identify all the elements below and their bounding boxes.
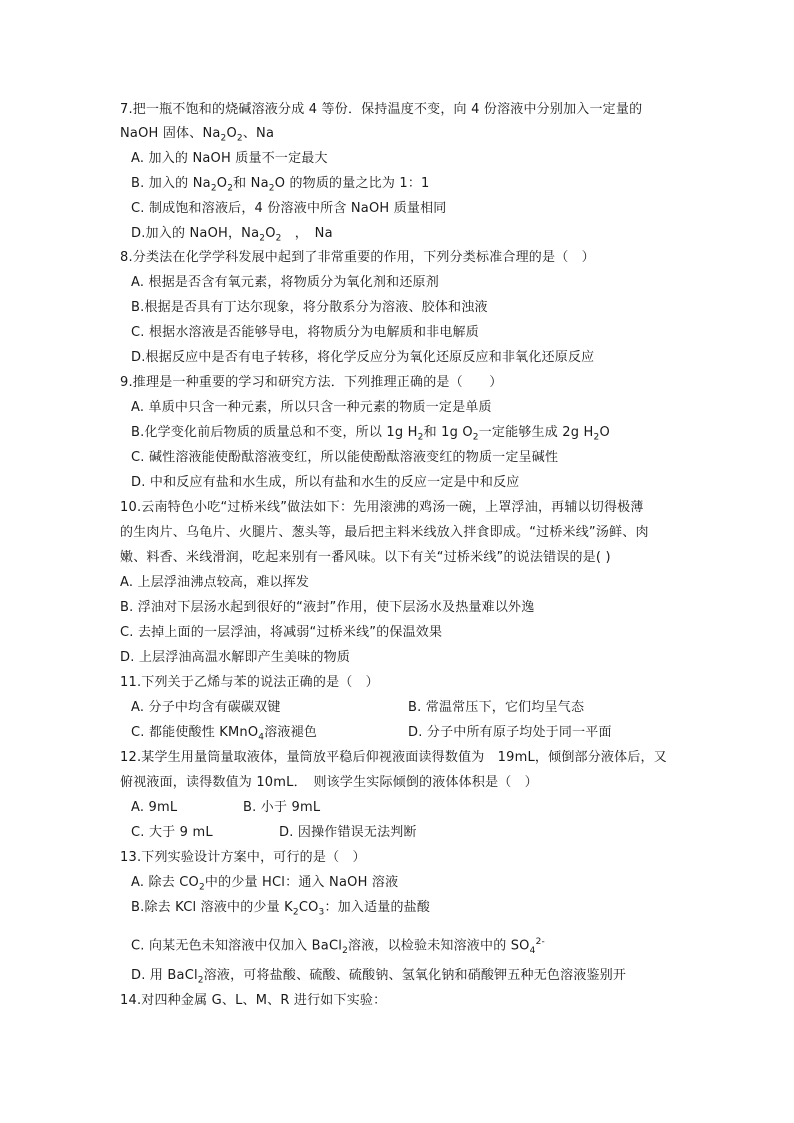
q11-option-d: D. 分子中所有原子均处于同一平面 [408,725,612,740]
q7-option-b: B. 加入的 $Na_2O_2$和 $Na_2O$ 的物质的量之比为 1：1 [131,176,430,194]
q7-option-d: D.加入的 NaOH，$Na_2O_2$ ， Na [131,226,333,244]
q11-stem: 11.下列关于乙烯与苯的说法正确的是（ ） [120,675,379,690]
q7-option-c: C. 制成饱和溶液后，4 份溶液中所含 NaOH 质量相同 [131,201,447,216]
q10-stem-line2: 的生肉片、乌龟片、火腿片、葱头等，最后把主料米线放入拌食即成。“过桥米线”汤鲜、肉 [120,525,649,540]
q10-option-d: D. 上层浮油高温水解即产生美味的物质 [120,650,351,665]
q9-option-a: A. 单质中只含一种元素，所以只含一种元素的物质一定是单质 [131,400,492,415]
q11-option-a: A. 分子中均含有碳碳双键 [131,700,281,715]
q13-option-d: D. 用 BaCl$_2$溶液，可将盐酸、硫酸、硫酸钠、氢氧化钠和硝酸钾五种无色溶液鉴别开 [131,968,627,986]
q8-option-c: C. 根据水溶液是否能够导电，将物质分为电解质和非电解质 [131,325,479,340]
q10-option-a: A. 上层浮油沸点较高，难以挥发 [120,575,310,590]
q12-stem-line1: 12.某学生用量筒量取液体，量筒放平稳后仰视液面读得数值为 19mL，倾倒部分液体后，又 [120,750,667,765]
q12-option-a: A. 9mL [131,800,178,815]
q12-stem-line2: 俯视液面，读得数值为 10mL． 则该学生实际倾倒的液体体积是（ ） [120,775,538,790]
q8-option-d: D.根据反应中是否有电子转移，将化学反应分为氧化还原反应和非氧化还原反应 [131,350,595,365]
q12-option-c: C. 大于 9 mL [131,825,213,840]
q13-option-b: B.除去 KCl 溶液中的少量 $K_2CO_3$：加入适量的盐酸 [131,900,431,918]
q9-stem: 9.推理是一种重要的学习和研究方法．下列推理正确的是（ ） [120,375,503,390]
q7-stem-line1: 7.把一瓶不饱和的烧碱溶液分成 4 等份．保持温度不变，向 4 份溶液中分别加入一定量的 [120,102,643,117]
q8-option-b: B.根据是否具有丁达尔现象，将分散系分为溶液、胶体和浊液 [131,300,488,315]
q12-option-b: B. 小于 9mL [243,800,321,815]
q10-stem-line3: 嫩、料香、米线滑润，吃起来别有一番风味。以下有关“过桥米线”的说法错误的是( ) [120,550,611,565]
q9-option-b: B.化学变化前后物质的质量总和不变，所以 1g $H_2$和 1g $O_2$一定能够生成 2g $H_2O$ [131,425,610,443]
q10-option-c: C. 去掉上面的一层浮油，将减弱“过桥米线”的保温效果 [120,625,443,640]
q8-stem: 8.分类法在化学学科发展中起到了非常重要的作用，下列分类标准合理的是（ ） [120,250,595,265]
q10-option-b: B. 浮油对下层汤水起到很好的“液封”作用，使下层汤水及热量难以外逸 [120,600,535,615]
q12-option-d: D. 因操作错误无法判断 [279,825,417,840]
q7-option-a: A. 加入的 NaOH 质量不一定最大 [131,151,328,166]
q13-stem: 13.下列实验设计方案中，可行的是（ ） [120,850,366,865]
q10-stem-line1: 10.云南特色小吃“过桥米线”做法如下：先用滚沸的鸡汤一碗，上罩浮油，再辅以切得极薄 [120,500,644,515]
q9-option-d: D. 中和反应有盐和水生成，所以有盐和水生的反应一定是中和反应 [131,475,520,490]
q8-option-a: A. 根据是否含有氧元素，将物质分为氧化剂和还原剂 [131,275,439,290]
q13-option-a: A. 除去 $CO_2$中的少量 HCl：通入 NaOH 溶液 [131,875,399,893]
q11-option-b: B. 常温常压下，它们均呈气态 [408,700,585,715]
q13-option-c: C. 向某无色未知溶液中仅加入 BaCl$_2$溶液，以检验未知溶液中的 $SO_4^{2-}$ [131,937,545,956]
q7-stem-line2: NaOH 固体、$Na_2O_2$、Na [120,126,275,144]
q11-option-c: C. 都能使酸性 KMnO$_4$溶液褪色 [131,725,318,743]
q9-option-c: C. 碱性溶液能使酚酞溶液变红，所以能使酚酞溶液变红的物质一定呈碱性 [131,450,559,465]
q14-stem: 14.对四种金属 G、L、M、R 进行如下实验： [120,993,387,1008]
